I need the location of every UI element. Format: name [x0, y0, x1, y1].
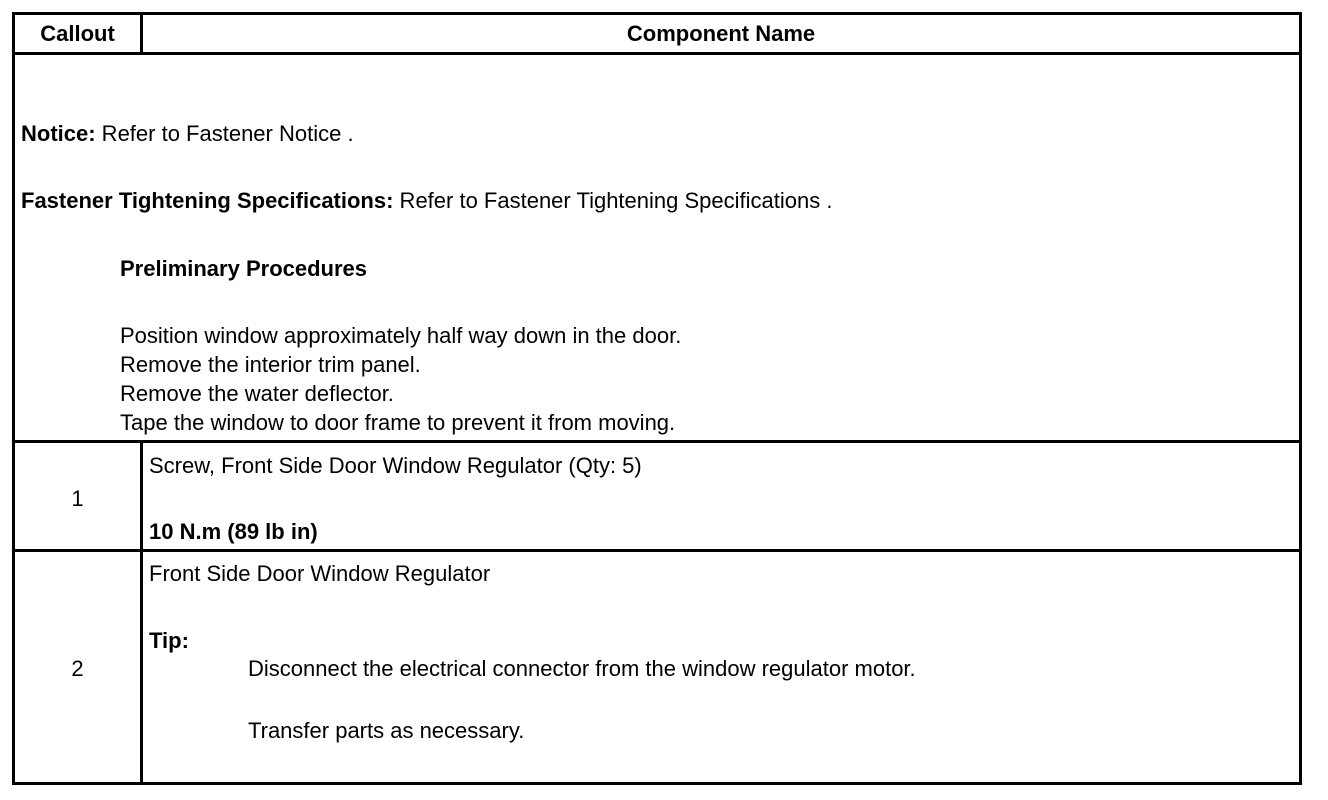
row-1-component-name: Screw, Front Side Door Window Regulator (Qty: 5) [149, 453, 642, 478]
row-divider-2 [12, 549, 1302, 552]
notice-text: Refer to Fastener Notice . [95, 121, 354, 146]
header-divider [12, 52, 1302, 55]
notice-line [21, 121, 354, 147]
row-2-callout: 2 [71, 656, 84, 681]
preliminary-step: Remove the water deflector. [120, 381, 394, 406]
fastener-spec-label: Fastener Tightening Specifications: [21, 188, 394, 213]
header-callout: Callout [40, 21, 115, 46]
row-1-torque-spec: 10 N.m (89 lb in) [149, 519, 318, 544]
row-2-tip: Transfer parts as necessary. [248, 718, 525, 743]
row-2-tip: Disconnect the electrical connector from the window regulator motor. [248, 656, 916, 681]
row-divider-1 [12, 440, 1302, 443]
fastener-spec-text: Refer to Fastener Tightening Specifications . [393, 188, 833, 213]
notice-label: Notice: [21, 121, 96, 146]
column-divider-body [140, 440, 143, 785]
preliminary-heading: Preliminary Procedures [120, 256, 368, 281]
row-2-tip-label: Tip: [149, 628, 189, 653]
fastener-spec-line [21, 188, 832, 214]
row-1-callout: 1 [71, 486, 84, 511]
row-2-component-name: Front Side Door Window Regulator [149, 561, 491, 586]
header-component-name: Component Name [626, 21, 816, 46]
preliminary-step: Position window approximately half way down in the door. [120, 323, 682, 348]
preliminary-step: Remove the interior trim panel. [120, 352, 421, 377]
preliminary-step: Tape the window to door frame to prevent it from moving. [120, 410, 676, 435]
